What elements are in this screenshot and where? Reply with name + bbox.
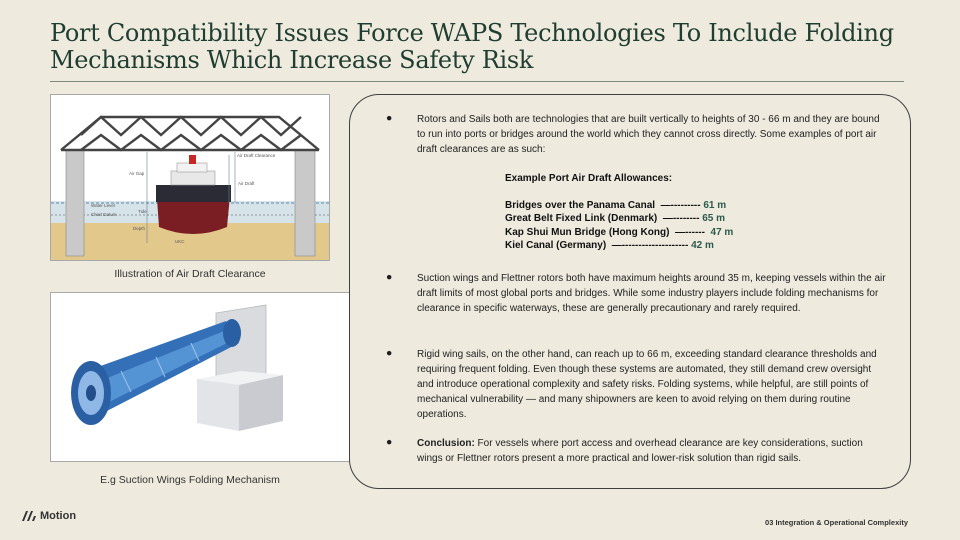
figure-caption-air-draft: Illustration of Air Draft Clearance bbox=[114, 268, 266, 280]
bullet-marker: ● bbox=[386, 436, 393, 448]
content-panel bbox=[349, 94, 911, 489]
conclusion-label: Conclusion: bbox=[417, 438, 475, 449]
bullet-marker: ● bbox=[386, 112, 393, 124]
label-air-draft-clearance: Air Draft Clearance bbox=[237, 153, 276, 158]
suction-wing-image bbox=[50, 292, 358, 462]
allowance-row: Bridges over the Panama Canal —--------- 61 m bbox=[505, 199, 727, 211]
label-water-level: Water Level bbox=[91, 203, 115, 208]
label-chart-datum: Chart Datum bbox=[91, 212, 117, 217]
allowance-row: Kap Shui Mun Bridge (Hong Kong) —------ 47 m bbox=[505, 226, 734, 238]
bullet-rigid-wing-sails: Rigid wing sails, on the other hand, can reach up to 66 m, exceeding standard clearance thresholds and requiring frequent folding. Even though these systems are automated, they still demand crew oversight and introduce operational complexity and safety risks. Folding systems, while helpful, are still points of mechanical vulnerability — and many shipowners are keen to avoid relying on them during routine operations. bbox=[417, 349, 877, 420]
label-air-gap: Air Gap bbox=[129, 171, 145, 176]
bullet-marker: ● bbox=[386, 347, 393, 359]
label-ukc: UKC bbox=[175, 239, 185, 244]
section-footer: 03 Integration & Operational Complexity bbox=[765, 518, 908, 527]
label-air-draft: Air Draft bbox=[238, 181, 255, 186]
air-draft-illustration bbox=[50, 94, 330, 261]
air-draft-allowances bbox=[505, 172, 733, 253]
motion-logo bbox=[22, 510, 76, 522]
title-divider bbox=[50, 81, 904, 82]
bullet-conclusion bbox=[417, 436, 887, 466]
bullet-suction-wings: Suction wings and Flettner rotors both have maximum heights around 35 m, keeping vessels within the air draft limits of most global ports and bridges. While some industry players include folding mechanisms for clearance in specific waterways, these are generally precautionary and rarely required. bbox=[417, 273, 886, 314]
brand-name: Motion bbox=[40, 510, 77, 522]
slide-title: Port Compatibility Issues Force WAPS Technologies To Include Folding Mechanisms Which Increase Safety Risk bbox=[50, 19, 894, 74]
allowance-row: Kiel Canal (Germany) —-------------------- 42 m bbox=[505, 240, 714, 251]
motion-logo-icon bbox=[22, 511, 36, 521]
allowances-heading: Example Port Air Draft Allowances: bbox=[505, 173, 673, 184]
bullet-marker: ● bbox=[386, 271, 393, 283]
conclusion-text: For vessels where port access and overhead clearance are key considerations, suction wings or Flettner rotors present a more practical and lower-risk solution than rigid sails. bbox=[417, 438, 863, 464]
label-tide: Tide bbox=[138, 209, 147, 214]
figure-caption-suction-wings: E.g Suction Wings Folding Mechanism bbox=[100, 474, 280, 486]
allowance-row: Great Belt Fixed Link (Denmark) —-------- 65 m bbox=[505, 213, 726, 224]
label-depth: Depth bbox=[133, 226, 146, 231]
bullet-rotors-sails: Rotors and Sails both are technologies that are built vertically to heights of 30 - 66 m and they are bound to run into ports or bridges around the world which they cannot cross directly. Some examples of port air draft clearances are as such: bbox=[417, 114, 880, 155]
